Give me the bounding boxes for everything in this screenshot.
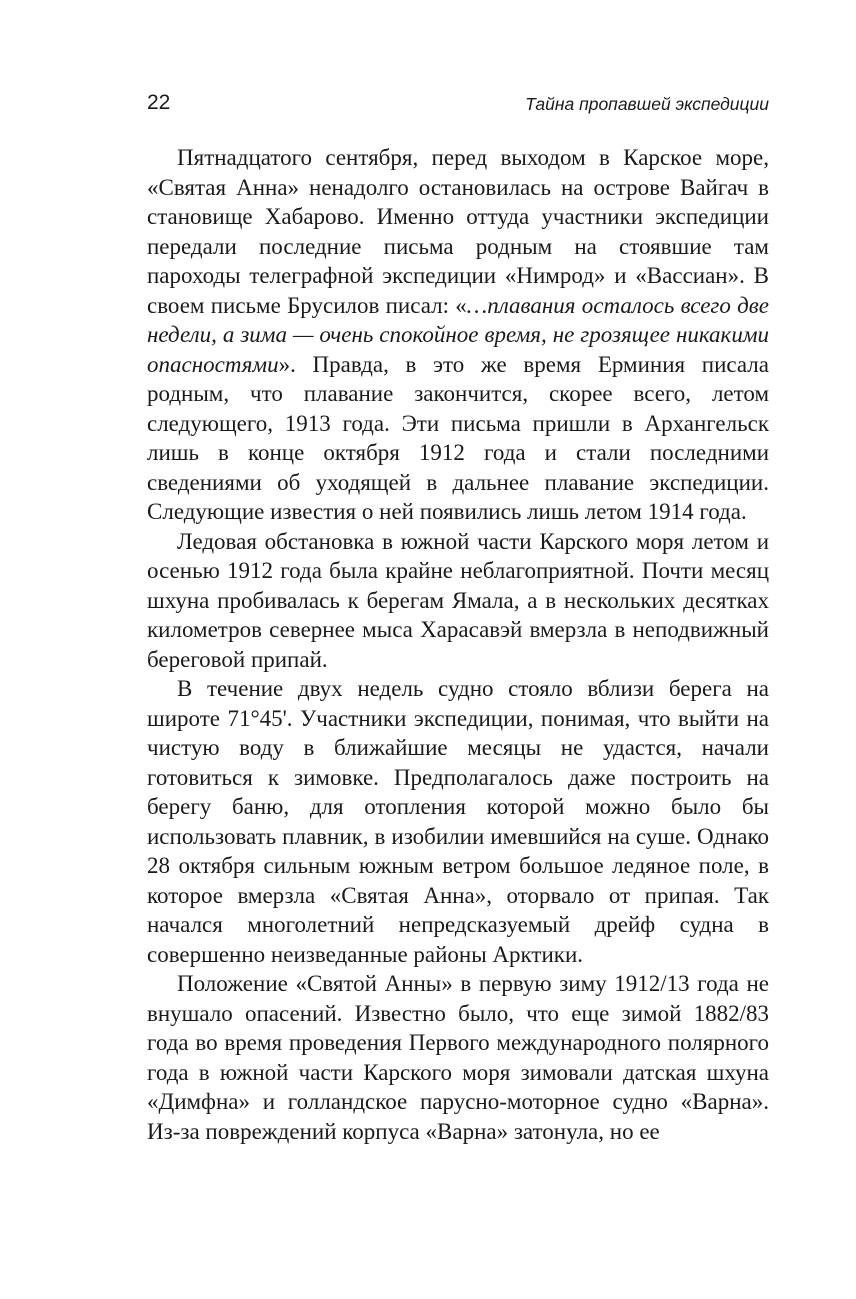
paragraph-1-text-a: Пятнадцатого сентября, перед выходом в Карское море, «Святая Анна» ненадолго остановилась на острове Вайгач в становище Хабарово. Именно оттуда участники экспедиции передали последние письма родным на стоявшие там пароходы телеграфной экспедиции «Нимрод» и «Вассиан». В своем письме Брусилов писал: «: [147, 145, 769, 318]
paragraph-1-quote: …плавания осталось всего две недели, а зима — очень спокойное время, не грозящее никакими опасностями: [147, 292, 769, 377]
running-title: Тайна пропавшей экспедиции: [525, 94, 769, 114]
paragraph-4-text: Положение «Святой Анны» в первую зиму 1912/13 года не внушало опасений. Известно было, что еще зимой 1882/83 года во время проведения Первого международного полярного года в южной части Карского моря зимовали датская шхуна «Димфна» и голландское парусно-моторное судно «Варна». Из-за повреждений корпуса «Варна» затонула, но ее: [147, 971, 769, 1144]
page-number: 22: [147, 91, 171, 114]
page-header: [147, 89, 769, 119]
body-text: [147, 143, 769, 1146]
paragraph-1-text-b: ». Правда, в это же время Ерминия писала родным, что плавание закончится, скорее всего, летом следующего, 1913 года. Эти письма пришли в Архангельск лишь в конце октября 1912 года и стали последними сведениями об уходящей в дальнее плавание экспедиции. Следующие известия о ней появились лишь летом 1914 года.: [147, 351, 769, 524]
paragraph-2-text: Ледовая обстановка в южной части Карского моря летом и осенью 1912 года была крайне неблагоприятной. Почти месяц шхуна пробивалась к берегам Ямала, а в нескольких десятках километров севернее мыса Харасавэй вмерзла в неподвижный береговой припай.: [147, 528, 769, 672]
paragraph-2: [147, 527, 769, 675]
paragraph-4: [147, 969, 769, 1146]
paragraph-3: [147, 674, 769, 969]
paragraph-1: [147, 143, 769, 527]
paragraph-3-text: В течение двух недель судно стояло вблизи берега на широте 71°45'. Участники экспедиции, понимая, что выйти на чистую воду в ближайшие месяцы не удастся, начали готовиться к зимовке. Предполагалось даже построить на берегу баню, для отопления которой можно было бы использовать плавник, в изобилии имевшийся на суше. Однако 28 октября сильным южным ветром большое ледяное поле, в которое вмерзла «Святая Анна», оторвало от припая. Так начался многолетний непредсказуемый дрейф судна в совершенно неизведанные районы Арктики.: [147, 676, 769, 967]
